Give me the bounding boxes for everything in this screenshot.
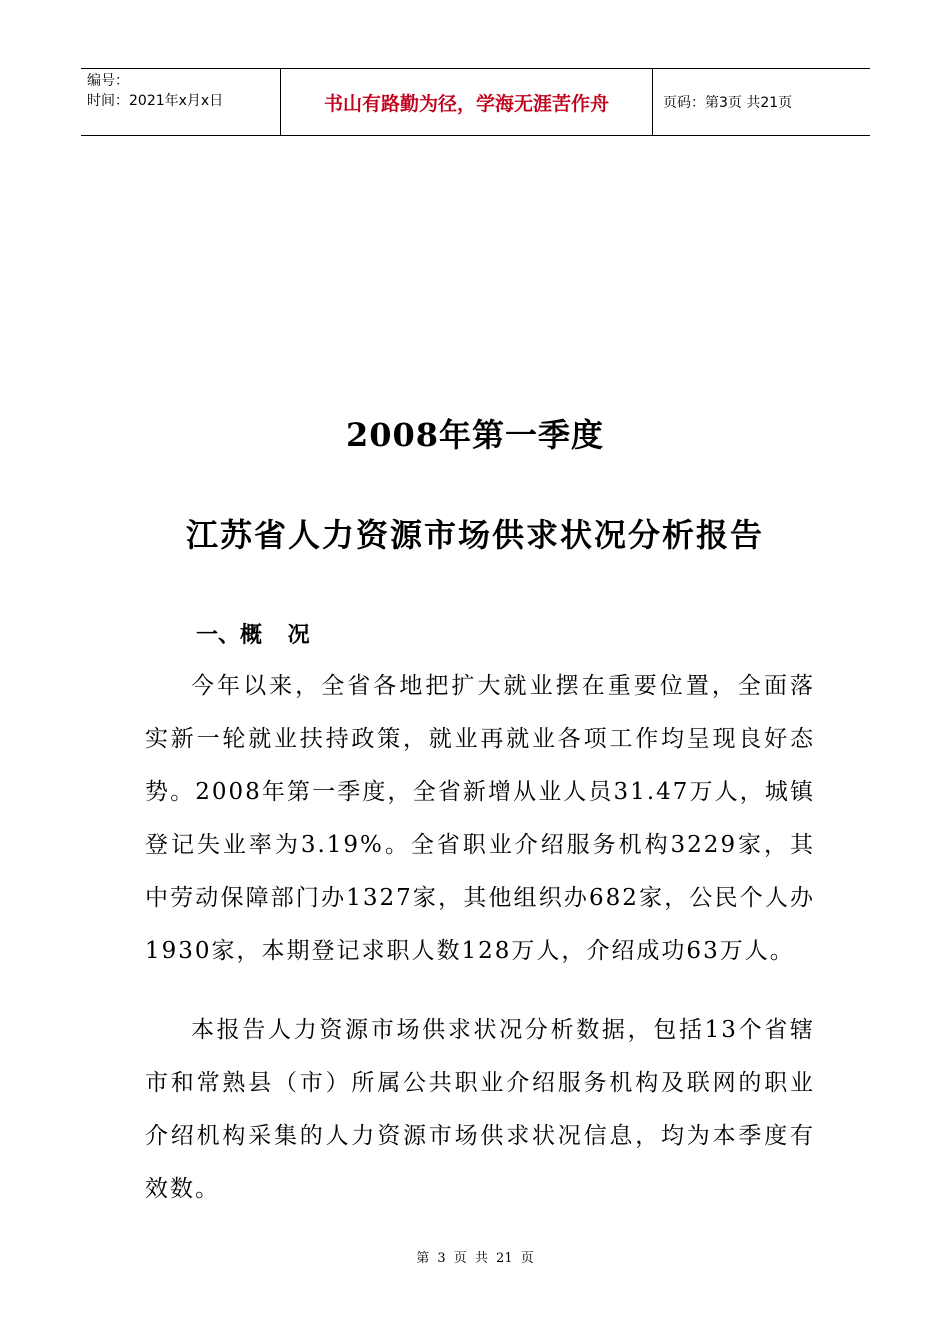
paragraph-data-scope: 本报告人力资源市场供求状况分析数据，包括13个省辖市和常熟县（市）所属公共职业介绍服务机构及联网的职业介绍机构采集的人力资源市场供求状况信息，均为本季度有效数。 [145,1017,815,1202]
document-title-line2: 江苏省人力资源市场供求状况分析报告 [185,516,764,554]
document-header [81,68,870,136]
section-heading-overview: 一、概 况 [196,623,310,648]
number-label: 编号： [87,73,129,89]
paragraph-overview: 今年以来，全省各地把扩大就业摆在重要位置，全面落实新一轮就业扶持政策，就业再就业各项工作均呈现良好态势。2008年第一季度，全省新增从业人员31.47万人，城镇登记失业率为3.19%。全省职业介绍服务机构3229家，其中劳动保障部门办1327家，其他组织办682家，公民个人办1930家，本期登记求职人数128万人，介绍成功63万人。 [145,673,815,964]
time-label: 时间：2021年x月x日 [87,93,224,109]
header-page-info: 页码：第3页 共21页 [663,95,793,111]
header-motto: 书山有路勤为径，学海无涯苦作舟 [281,69,653,135]
page-footer: 第 3 页 共 21 页 [416,1251,534,1266]
document-title-line1: 2008年第一季度 [345,416,605,454]
header-meta [81,69,281,135]
